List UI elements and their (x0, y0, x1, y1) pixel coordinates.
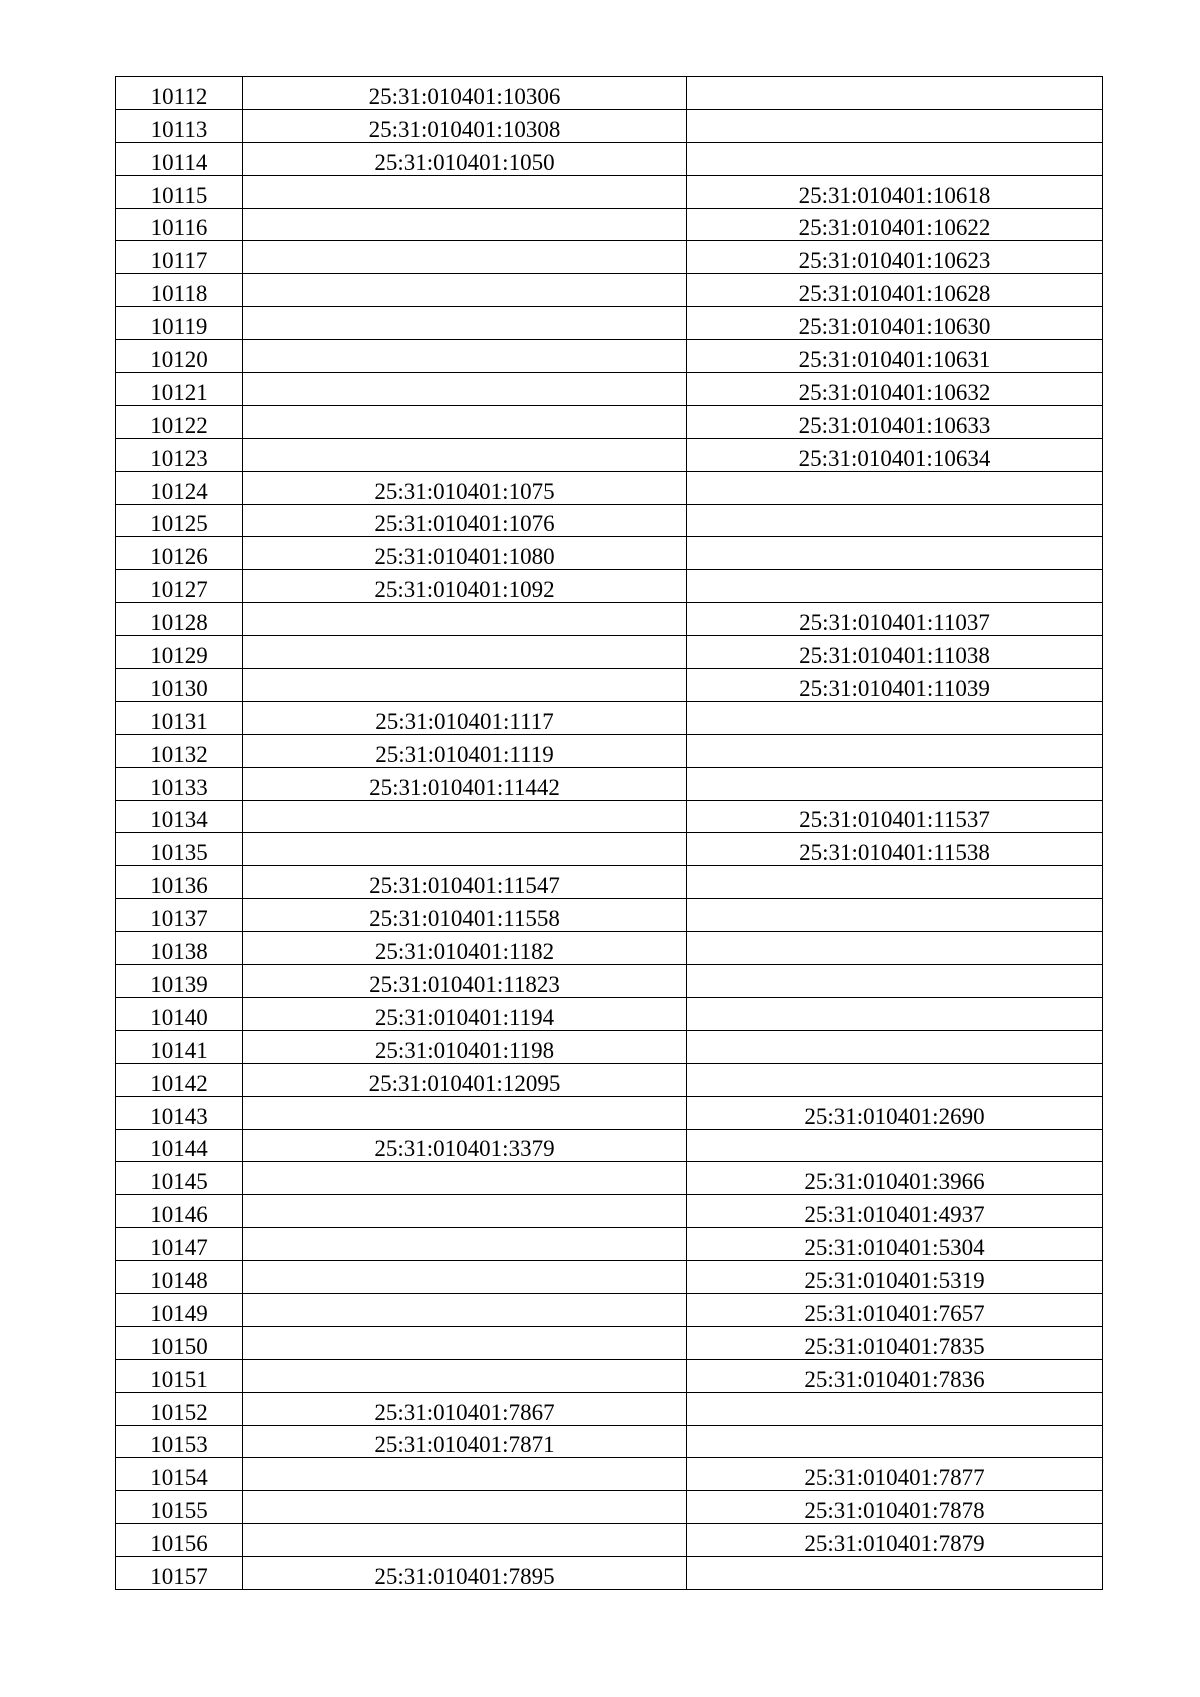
cadastral-number-cell-a (243, 1491, 687, 1524)
table-row (116, 504, 1103, 537)
row-number-cell: 10143 (116, 1096, 243, 1129)
table-row (116, 274, 1103, 307)
table-row (116, 241, 1103, 274)
row-number-cell: 10154 (116, 1458, 243, 1491)
cadastral-number-cell-b: 25:31:010401:10623 (687, 241, 1103, 274)
cadastral-number-cell-a (243, 1096, 687, 1129)
table-row (116, 1162, 1103, 1195)
table-row (116, 109, 1103, 142)
table-row (116, 1524, 1103, 1557)
table-row (116, 800, 1103, 833)
row-number-cell: 10153 (116, 1425, 243, 1458)
table-row (116, 1096, 1103, 1129)
cadastral-number-cell-a (243, 833, 687, 866)
table-row (116, 307, 1103, 340)
cadastral-number-cell-a (243, 405, 687, 438)
cadastral-number-cell-b (687, 1557, 1103, 1590)
cadastral-number-cell-a: 25:31:010401:1198 (243, 1030, 687, 1063)
cadastral-number-cell-a (243, 373, 687, 406)
cadastral-number-cell-b: 25:31:010401:11037 (687, 603, 1103, 636)
row-number-cell: 10142 (116, 1063, 243, 1096)
row-number-cell: 10113 (116, 109, 243, 142)
cadastral-number-cell-b (687, 1030, 1103, 1063)
cadastral-number-cell-b: 25:31:010401:10630 (687, 307, 1103, 340)
cadastral-number-cell-b: 25:31:010401:11537 (687, 800, 1103, 833)
row-number-cell: 10136 (116, 866, 243, 899)
cadastral-number-cell-a (243, 800, 687, 833)
cadastral-number-cell-a (243, 274, 687, 307)
row-number-cell: 10148 (116, 1261, 243, 1294)
row-number-cell: 10138 (116, 932, 243, 965)
table-row (116, 1326, 1103, 1359)
table-row (116, 1557, 1103, 1590)
row-number-cell: 10112 (116, 77, 243, 110)
table-row (116, 603, 1103, 636)
row-number-cell: 10128 (116, 603, 243, 636)
row-number-cell: 10134 (116, 800, 243, 833)
cadastral-number-cell-a (243, 603, 687, 636)
table-row (116, 1063, 1103, 1096)
cadastral-number-cell-b (687, 142, 1103, 175)
cadastral-number-cell-a (243, 438, 687, 471)
table-row (116, 767, 1103, 800)
table-row (116, 1458, 1103, 1491)
cadastral-number-cell-a (243, 307, 687, 340)
table-row (116, 701, 1103, 734)
table-row (116, 997, 1103, 1030)
table-row (116, 77, 1103, 110)
row-number-cell: 10137 (116, 899, 243, 932)
cadastral-number-cell-b (687, 471, 1103, 504)
row-number-cell: 10146 (116, 1195, 243, 1228)
cadastral-number-cell-a: 25:31:010401:12095 (243, 1063, 687, 1096)
cadastral-number-cell-a (243, 208, 687, 241)
cadastral-number-cell-a: 25:31:010401:11558 (243, 899, 687, 932)
cadastral-number-cell-b: 25:31:010401:10631 (687, 340, 1103, 373)
row-number-cell: 10121 (116, 373, 243, 406)
row-number-cell: 10126 (116, 537, 243, 570)
row-number-cell: 10115 (116, 175, 243, 208)
cadastral-number-cell-b (687, 866, 1103, 899)
cadastral-number-cell-b (687, 1129, 1103, 1162)
table-row (116, 438, 1103, 471)
cadastral-number-cell-b: 25:31:010401:11038 (687, 636, 1103, 669)
row-number-cell: 10117 (116, 241, 243, 274)
cadastral-number-cell-a (243, 669, 687, 702)
table-row (116, 1293, 1103, 1326)
table-row (116, 965, 1103, 998)
cadastral-number-cell-a (243, 1326, 687, 1359)
cadastral-number-cell-b (687, 1392, 1103, 1425)
table-row (116, 537, 1103, 570)
cadastral-number-cell-b: 25:31:010401:7835 (687, 1326, 1103, 1359)
cadastral-number-cell-b: 25:31:010401:10622 (687, 208, 1103, 241)
table-row (116, 1195, 1103, 1228)
table-row (116, 208, 1103, 241)
table-row (116, 1491, 1103, 1524)
row-number-cell: 10124 (116, 471, 243, 504)
cadastral-number-cell-b: 25:31:010401:10633 (687, 405, 1103, 438)
cadastral-number-cell-a (243, 1293, 687, 1326)
cadastral-number-cell-a: 25:31:010401:1092 (243, 570, 687, 603)
cadastral-number-cell-b (687, 701, 1103, 734)
row-number-cell: 10155 (116, 1491, 243, 1524)
cadastral-number-cell-b (687, 1063, 1103, 1096)
row-number-cell: 10125 (116, 504, 243, 537)
cadastral-number-cell-a (243, 1524, 687, 1557)
table-body (116, 77, 1103, 1590)
cadastral-number-cell-a (243, 1458, 687, 1491)
cadastral-number-cell-a: 25:31:010401:3379 (243, 1129, 687, 1162)
cadastral-number-cell-b: 25:31:010401:3966 (687, 1162, 1103, 1195)
table-row (116, 899, 1103, 932)
cadastral-number-cell-b (687, 109, 1103, 142)
table-row (116, 734, 1103, 767)
cadastral-number-cell-b: 25:31:010401:11538 (687, 833, 1103, 866)
cadastral-number-cell-b: 25:31:010401:7877 (687, 1458, 1103, 1491)
cadastral-number-cell-b (687, 734, 1103, 767)
cadastral-number-cell-b: 25:31:010401:10634 (687, 438, 1103, 471)
cadastral-number-cell-b (687, 570, 1103, 603)
table-row (116, 636, 1103, 669)
row-number-cell: 10135 (116, 833, 243, 866)
cadastral-number-cell-b (687, 965, 1103, 998)
table-row (116, 340, 1103, 373)
cadastral-number-cell-b: 25:31:010401:4937 (687, 1195, 1103, 1228)
cadastral-number-cell-a: 25:31:010401:1076 (243, 504, 687, 537)
cadastral-number-cell-a: 25:31:010401:10308 (243, 109, 687, 142)
cadastral-number-cell-a: 25:31:010401:11823 (243, 965, 687, 998)
cadastral-number-cell-a (243, 1261, 687, 1294)
row-number-cell: 10132 (116, 734, 243, 767)
table-row (116, 1261, 1103, 1294)
cadastral-number-cell-a: 25:31:010401:1075 (243, 471, 687, 504)
table-row (116, 405, 1103, 438)
cadastral-number-cell-a (243, 340, 687, 373)
cadastral-number-cell-a (243, 1162, 687, 1195)
cadastral-number-cell-a: 25:31:010401:11442 (243, 767, 687, 800)
cadastral-number-cell-a (243, 241, 687, 274)
cadastral-number-cell-a: 25:31:010401:1050 (243, 142, 687, 175)
cadastral-number-cell-b: 25:31:010401:2690 (687, 1096, 1103, 1129)
table-row (116, 175, 1103, 208)
table-row (116, 833, 1103, 866)
cadastral-number-cell-a (243, 175, 687, 208)
row-number-cell: 10122 (116, 405, 243, 438)
cadastral-number-cell-b: 25:31:010401:11039 (687, 669, 1103, 702)
cadastral-number-cell-b: 25:31:010401:7879 (687, 1524, 1103, 1557)
cadastral-number-cell-b: 25:31:010401:10632 (687, 373, 1103, 406)
cadastral-number-cell-a: 25:31:010401:7895 (243, 1557, 687, 1590)
row-number-cell: 10120 (116, 340, 243, 373)
row-number-cell: 10116 (116, 208, 243, 241)
row-number-cell: 10150 (116, 1326, 243, 1359)
cadastral-number-cell-b: 25:31:010401:7836 (687, 1359, 1103, 1392)
row-number-cell: 10157 (116, 1557, 243, 1590)
table-row (116, 1392, 1103, 1425)
row-number-cell: 10149 (116, 1293, 243, 1326)
row-number-cell: 10145 (116, 1162, 243, 1195)
row-number-cell: 10123 (116, 438, 243, 471)
row-number-cell: 10140 (116, 997, 243, 1030)
row-number-cell: 10144 (116, 1129, 243, 1162)
cadastral-number-cell-b (687, 77, 1103, 110)
cadastral-number-cell-a: 25:31:010401:1117 (243, 701, 687, 734)
table-row (116, 570, 1103, 603)
cadastral-number-cell-b (687, 504, 1103, 537)
table-row (116, 932, 1103, 965)
row-number-cell: 10127 (116, 570, 243, 603)
cadastral-number-cell-b: 25:31:010401:7657 (687, 1293, 1103, 1326)
table-row (116, 866, 1103, 899)
cadastral-number-cell-a (243, 636, 687, 669)
cadastral-number-cell-b (687, 899, 1103, 932)
cadastral-number-cell-a: 25:31:010401:7867 (243, 1392, 687, 1425)
table-row (116, 1030, 1103, 1063)
row-number-cell: 10139 (116, 965, 243, 998)
cadastral-number-cell-a: 25:31:010401:1119 (243, 734, 687, 767)
cadastral-number-cell-b (687, 767, 1103, 800)
cadastral-number-cell-a (243, 1228, 687, 1261)
table-row (116, 373, 1103, 406)
row-number-cell: 10147 (116, 1228, 243, 1261)
row-number-cell: 10130 (116, 669, 243, 702)
row-number-cell: 10133 (116, 767, 243, 800)
cadastral-number-cell-b: 25:31:010401:5304 (687, 1228, 1103, 1261)
table-row (116, 669, 1103, 702)
table-row (116, 471, 1103, 504)
cadastral-number-cell-b: 25:31:010401:10628 (687, 274, 1103, 307)
table-row (116, 1359, 1103, 1392)
row-number-cell: 10156 (116, 1524, 243, 1557)
row-number-cell: 10131 (116, 701, 243, 734)
cadastral-number-cell-a (243, 1359, 687, 1392)
table-row (116, 1129, 1103, 1162)
cadastral-number-cell-b: 25:31:010401:7878 (687, 1491, 1103, 1524)
table-row (116, 142, 1103, 175)
cadastral-number-cell-b (687, 537, 1103, 570)
row-number-cell: 10118 (116, 274, 243, 307)
cadastral-number-cell-a: 25:31:010401:1194 (243, 997, 687, 1030)
table-row (116, 1425, 1103, 1458)
cadastral-number-cell-a: 25:31:010401:10306 (243, 77, 687, 110)
cadastral-number-cell-a: 25:31:010401:7871 (243, 1425, 687, 1458)
cadastral-number-cell-b (687, 932, 1103, 965)
cadastral-number-cell-a: 25:31:010401:11547 (243, 866, 687, 899)
cadastral-number-cell-a: 25:31:010401:1080 (243, 537, 687, 570)
cadastral-number-cell-b: 25:31:010401:10618 (687, 175, 1103, 208)
row-number-cell: 10119 (116, 307, 243, 340)
row-number-cell: 10114 (116, 142, 243, 175)
row-number-cell: 10152 (116, 1392, 243, 1425)
cadastral-number-cell-b: 25:31:010401:5319 (687, 1261, 1103, 1294)
cadastral-number-cell-a: 25:31:010401:1182 (243, 932, 687, 965)
row-number-cell: 10151 (116, 1359, 243, 1392)
row-number-cell: 10129 (116, 636, 243, 669)
row-number-cell: 10141 (116, 1030, 243, 1063)
cadastral-number-cell-b (687, 997, 1103, 1030)
cadastral-number-cell-a (243, 1195, 687, 1228)
table-row (116, 1228, 1103, 1261)
cadastral-table (115, 76, 1103, 1590)
cadastral-number-cell-b (687, 1425, 1103, 1458)
